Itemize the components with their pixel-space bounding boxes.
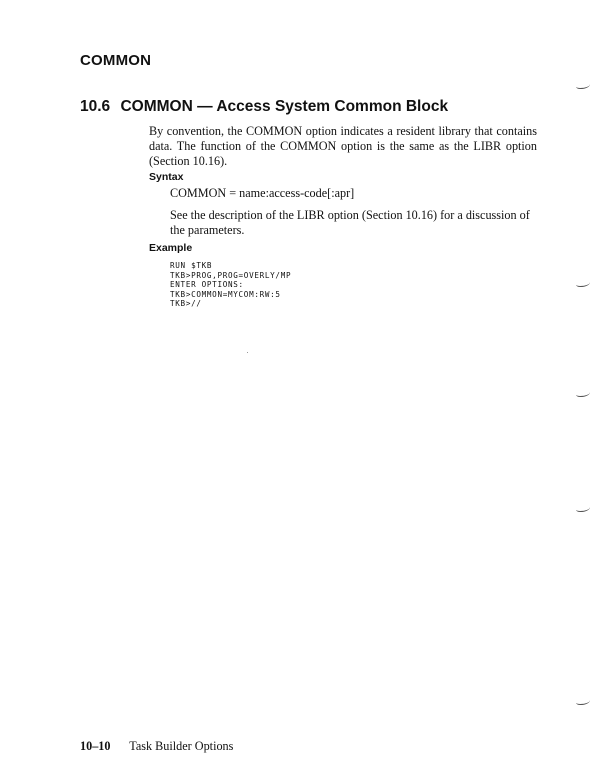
scan-speck	[247, 352, 248, 353]
scan-edge-mark	[576, 505, 590, 512]
chapter-title: Task Builder Options	[129, 739, 234, 753]
page-number: 10–10	[80, 739, 111, 753]
section-title-text: COMMON — Access System Common Block	[120, 98, 449, 115]
scan-edge-mark	[576, 82, 590, 89]
section-number: 10.6	[80, 98, 111, 115]
intro-paragraph: By convention, the COMMON option indicates a resident library that contains data. The function of the COMMON option is the same as the LIBR option (Section 10.16).	[149, 124, 537, 168]
scan-edge-mark	[576, 280, 590, 287]
page-footer	[80, 739, 233, 754]
syntax-line: COMMON = name:access-code[:apr]	[170, 186, 355, 200]
example-code: RUN $TKB TKB>PROG,PROG=OVERLY/MP ENTER OPTIONS: TKB>COMMON=MYCOM:RW:5 TKB>//	[170, 261, 292, 309]
section-heading	[80, 98, 448, 116]
syntax-heading: Syntax	[149, 171, 184, 183]
scan-edge-mark	[576, 698, 590, 705]
scan-edge-mark	[576, 390, 590, 397]
example-heading: Example	[149, 242, 193, 254]
syntax-description: See the description of the LIBR option (Section 10.16) for a discussion of the parameters.	[170, 208, 530, 237]
running-header: COMMON	[80, 52, 152, 69]
